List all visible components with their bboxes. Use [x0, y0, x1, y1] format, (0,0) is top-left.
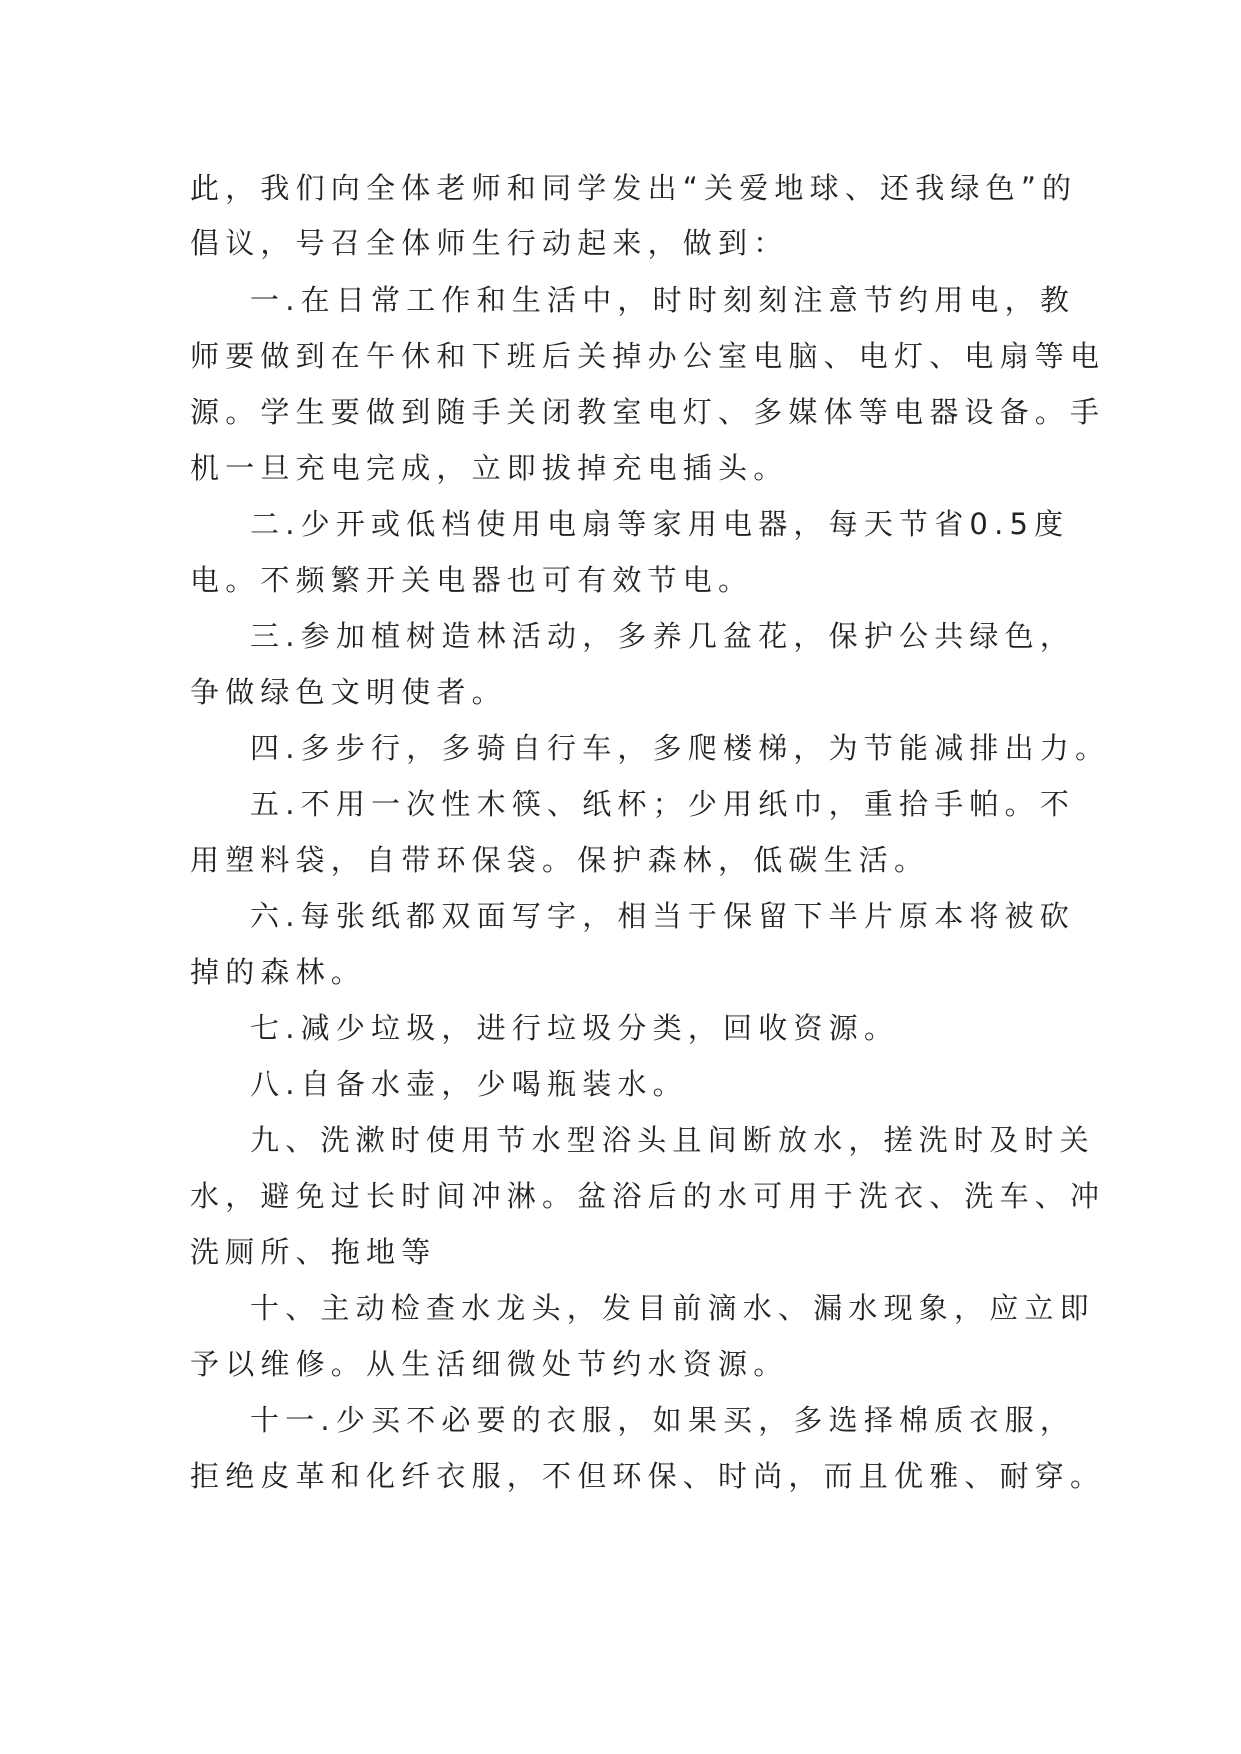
body-line-1: 此，我们向全体老师和同学发出“关爱地球、还我绿色”的: [190, 171, 1078, 205]
item-2-line-2: 电。不频繁开关电器也可有效节电。: [190, 563, 754, 597]
item-1-line-2: 师要做到在午休和下班后关掉办公室电脑、电灯、电扇等电: [190, 339, 1106, 373]
item-11-line-1: 十一.少买不必要的衣服，如果买，多选择棉质衣服，: [250, 1403, 1076, 1437]
item-3-line-1: 三.参加植树造林活动，多养几盆花，保护公共绿色，: [250, 619, 1076, 653]
body-line-2: 倡议，号召全体师生行动起来，做到：: [190, 226, 789, 260]
item-4-line-1: 四.多步行，多骑自行车，多爬楼梯，为节能减排出力。: [250, 731, 1111, 765]
item-2-line-1: 二.少开或低档使用电扇等家用电器，每天节省0.5度: [250, 507, 1070, 541]
item-5-line-2: 用塑料袋，自带环保袋。保护森林，低碳生活。: [190, 843, 930, 877]
item-7-line-1: 七.减少垃圾，进行垃圾分类，回收资源。: [250, 1011, 900, 1045]
item-6-line-2: 掉的森林。: [190, 955, 367, 989]
item-9-line-1: 九、洗漱时使用节水型浴头且间断放水，搓洗时及时关: [250, 1123, 1095, 1157]
item-11-line-2: 拒绝皮革和化纤衣服，不但环保、时尚，而且优雅、耐穿。: [190, 1459, 1106, 1493]
item-3-line-2: 争做绿色文明使者。: [190, 675, 507, 709]
item-8-line-1: 八.自备水壶，少喝瓶装水。: [250, 1067, 688, 1101]
item-1-line-1: 一.在日常工作和生活中，时时刻刻注意节约用电，教: [250, 283, 1076, 317]
item-9-line-2: 水，避免过长时间冲淋。盆浴后的水可用于洗衣、洗车、冲: [190, 1179, 1106, 1213]
item-5-line-1: 五.不用一次性木筷、纸杯；少用纸巾，重拾手帕。不: [250, 787, 1076, 821]
item-1-line-3: 源。学生要做到随手关闭教室电灯、多媒体等电器设备。手: [190, 395, 1106, 429]
item-9-line-3: 洗厕所、拖地等: [190, 1235, 437, 1269]
item-1-line-4: 机一旦充电完成，立即拔掉充电插头。: [190, 451, 789, 485]
item-6-line-1: 六.每张纸都双面写字，相当于保留下半片原本将被砍: [250, 899, 1076, 933]
item-10-line-1: 十、主动检查水龙头，发目前滴水、漏水现象，应立即: [250, 1291, 1095, 1325]
item-10-line-2: 予以维修。从生活细微处节约水资源。: [190, 1347, 789, 1381]
